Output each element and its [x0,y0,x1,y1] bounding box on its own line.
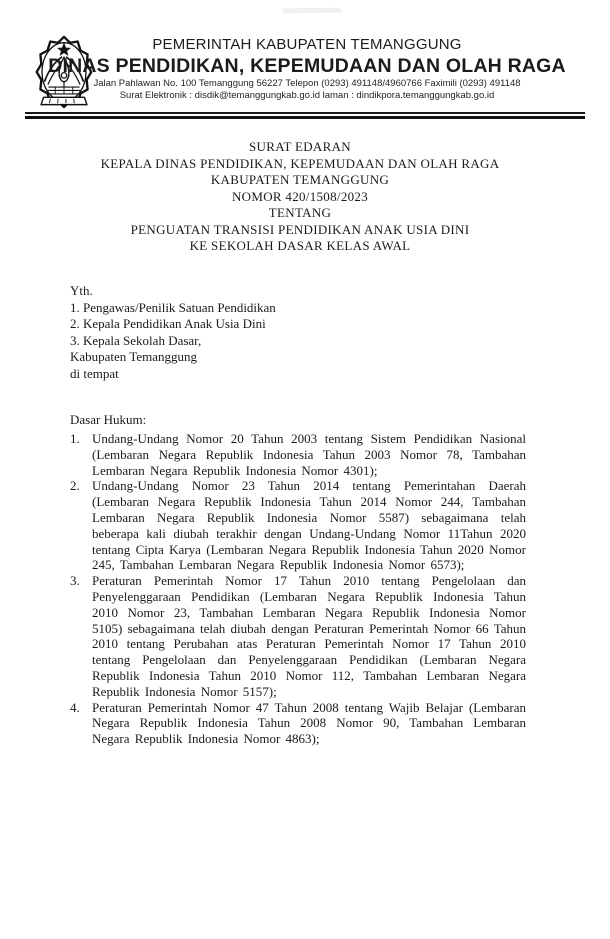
issuer-line: KEPALA DINAS PENDIDIKAN, KEPEMUDAAN DAN OLAH RAGA [100,155,500,171]
letterhead-address: Jalan Pahlawan No. 100 Temanggung 56227 Telepon (0293) 491148/4960766 Faximili (0293) 491148 [93,78,521,89]
divider-thin-line [25,112,585,114]
item-text: Peraturan Pemerintah Nomor 17 Tahun 2010 tentang Pengelolaan dan Penyelenggaraan Pendidikan (Lembaran Negara Republik Indonesia Tahun 2010 Nomor 23, Tambahan Lembaran Negara Republik Indonesia Nomor 5105) sebagaimana telah diubah dengan Peraturan Pemerintah Nomor 66 Tahun 2010 tentang Perubahan atas Peraturan Pemerintah Nomor 17 Tahun 2010 tentang Pengelolaan dan Penyelenggaraan Pendidikan (Lembaran Negara Republik Indonesia Tahun 2010 Nomor 112, Tambahan Lembaran Negara Republik Indonesia Nomor 5157); [92,573,526,699]
tentang-label: TENTANG [268,205,332,220]
recipients-block [70,283,550,382]
title-block [10,139,590,255]
letter-number: NOMOR 420/1508/2023 [231,188,369,204]
letter-type: SURAT EDARAN [249,139,351,154]
item-number: 2. [70,478,80,494]
legal-basis-item [70,478,526,573]
item-number: 4. [70,699,80,715]
letterhead-divider [25,112,585,119]
item-text: Undang-Undang Nomor 20 Tahun 2003 tentang Sistem Pendidikan Nasional (Lembaran Negara Republik Indonesia Tahun 2003 Nomor 78, Tambahan Lembaran Negara Republik Indonesia Nomor 4301); [92,431,526,478]
legal-basis-heading: Dasar Hukum: [70,412,147,427]
letterhead-contact: Surat Elektronik : disdik@temanggungkab.go.id laman : dindikpora.temanggungkab.go.id [119,90,495,101]
recipient-location: Kabupaten Temanggung [70,349,198,364]
legal-basis-item [70,573,526,699]
letterhead-agency: DINAS PENDIDIKAN, KEPEMUDAAN DAN OLAH RAGA [48,55,566,77]
letterhead-government: PEMERINTAH KABUPATEN TEMANGGUNG [152,36,462,53]
item-text: Peraturan Pemerintah Nomor 47 Tahun 2008 tentang Wajib Belajar (Lembaran Negara Republik Indonesia Tahun 2008 Nomor 90, Tambahan Lembaran Negara Republik Indonesia Nomor 4863); [92,699,526,747]
subject-line-1: PENGUATAN TRANSISI PENDIDIKAN ANAK USIA DINI [130,221,470,237]
divider-thick-line [25,116,585,120]
letterhead [12,35,602,102]
item-text: Undang-Undang Nomor 23 Tahun 2014 tentang Pemerintahan Daerah (Lembaran Negara Republik Indonesia Tahun 2014 Nomor 244, Tambahan Lembaran Negara Republik Indonesia Nomor 5587) sebagaimana telah beberapa kali diubah terakhir dengan Undang-Undang Nomor 11Tahun 2020 tentang Cipta Karya (Lembaran Negara Republik Indonesia Tahun 2020 Nomor 245, Tambahan Lembaran Negara Republik Indonesia Nomor 6573); [92,478,526,573]
legal-basis-item [70,700,526,747]
legal-basis-item [70,431,526,478]
subject-line-2: KE SEKOLAH DASAR KELAS AWAL [189,238,411,253]
recipient-place: di tempat [70,365,119,381]
recipient-item: 2. Kepala Pendidikan Anak Usia Dini [70,316,266,331]
regency-line: KABUPATEN TEMANGGUNG [210,172,390,187]
recipient-item: 3. Kepala Sekolah Dasar, [70,332,202,348]
recipient-item: 1. Pengawas/Penilik Satuan Pendidikan [70,299,276,315]
salutation: Yth. [70,283,93,298]
legal-basis-list [70,431,526,747]
item-number: 3. [70,573,80,589]
scan-artifact [283,8,341,14]
item-number: 1. [70,431,80,446]
